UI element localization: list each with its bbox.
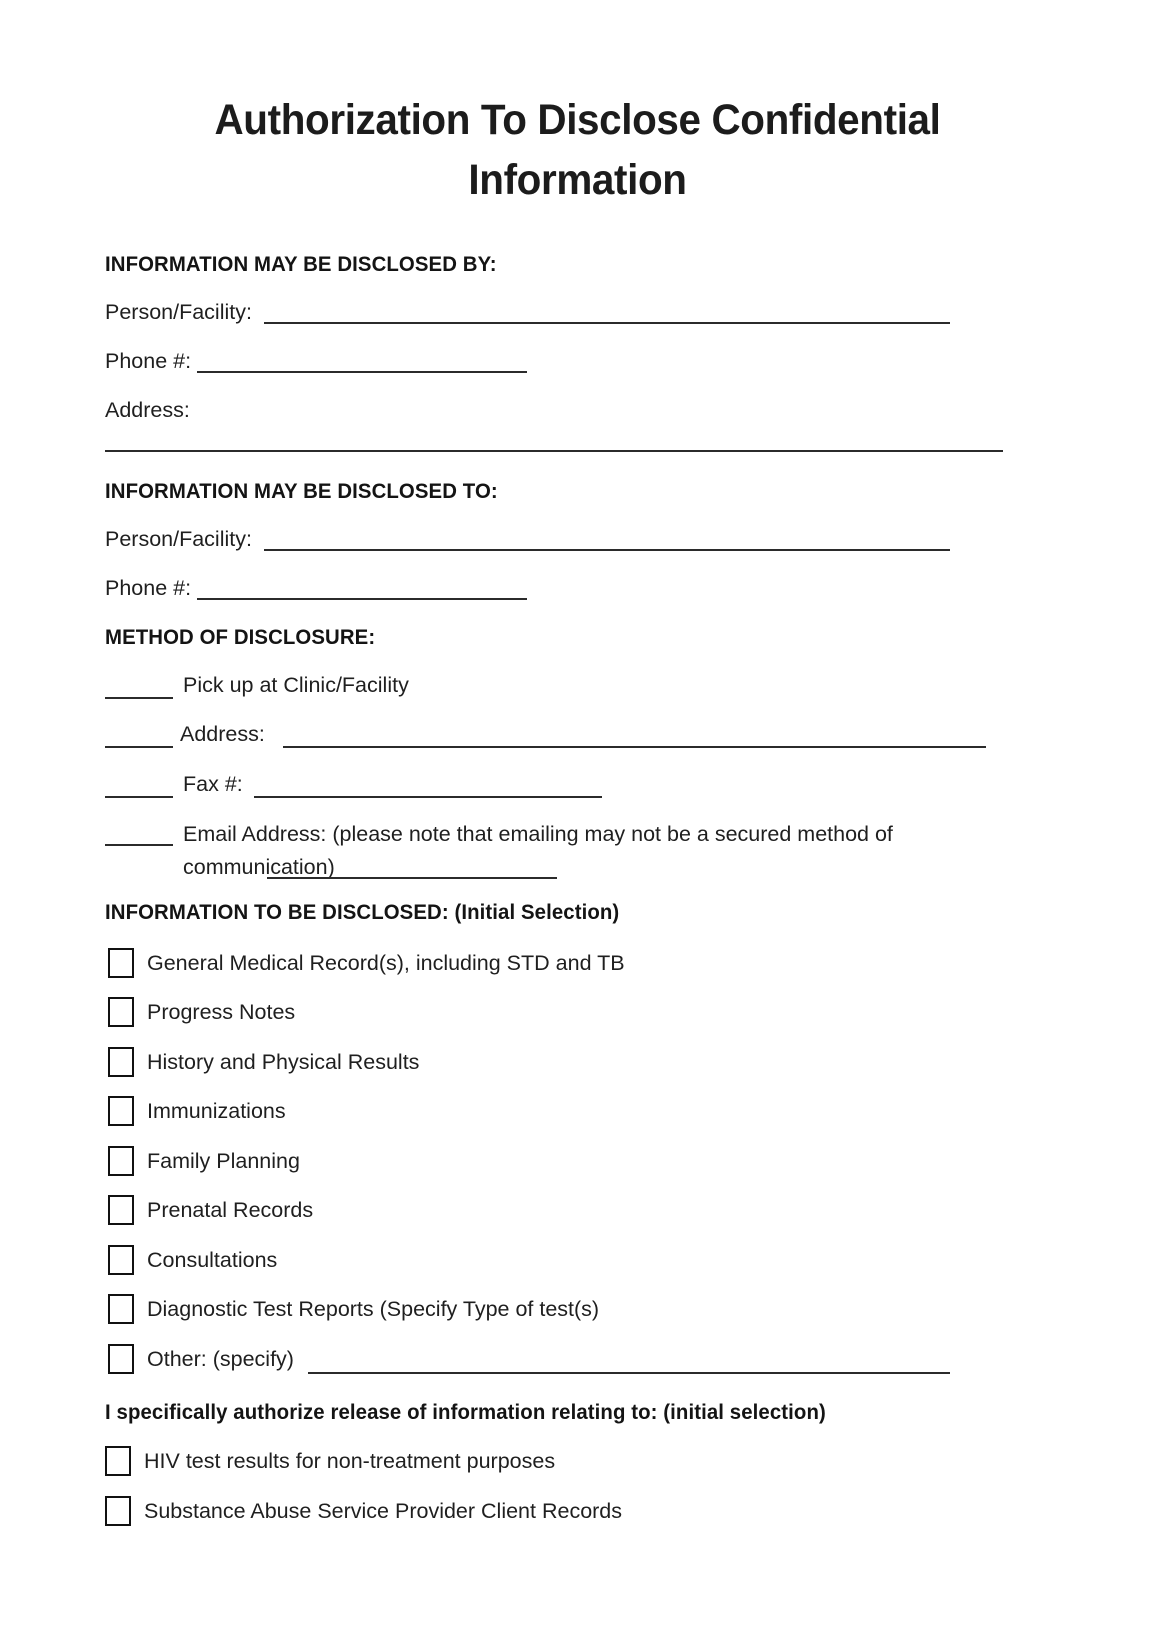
checkbox-label-immunizations: Immunizations (147, 1099, 286, 1123)
checkbox-family-planning[interactable] (108, 1146, 134, 1176)
input-line-disclosed-by-address[interactable] (105, 450, 1003, 452)
input-line-method-address[interactable] (283, 746, 986, 748)
input-line-disclosed-to-person-facility[interactable] (264, 549, 950, 551)
checkbox-row-prenatal-records[interactable] (108, 1193, 313, 1227)
label-method-email: Email Address: (please note that emailing may not be a secured method of communication) (183, 822, 893, 879)
checkbox-label-progress-notes: Progress Notes (147, 1000, 296, 1024)
checkbox-progress-notes[interactable] (108, 997, 134, 1027)
page-title-line-1: Authorization To Disclose Confidential (214, 96, 941, 144)
initial-blank-pickup[interactable] (105, 697, 173, 699)
checkbox-prenatal-records[interactable] (108, 1195, 134, 1225)
checkbox-row-hiv-test-results[interactable] (105, 1444, 555, 1478)
input-line-method-fax[interactable] (254, 796, 602, 798)
checkbox-label-general-medical-records: General Medical Record(s), including STD and TB (147, 951, 625, 975)
checkbox-hiv-test-results[interactable] (105, 1446, 131, 1476)
checkbox-row-progress-notes[interactable] (108, 995, 295, 1029)
checkbox-label-family-planning: Family Planning (147, 1149, 300, 1173)
input-line-disclosed-by-person-facility[interactable] (264, 322, 950, 324)
initial-blank-email[interactable] (105, 844, 173, 846)
checkbox-label-other-specify: Other: (specify) (147, 1347, 294, 1371)
input-line-method-email[interactable] (267, 877, 557, 879)
label-method-address: Address: (180, 722, 265, 746)
label-method-fax: Fax #: (183, 772, 243, 796)
checkbox-row-family-planning[interactable] (108, 1144, 300, 1178)
checkbox-row-other-specify[interactable] (108, 1342, 294, 1376)
checkbox-row-general-medical-records[interactable] (108, 946, 625, 980)
section-heading-disclosed-to: INFORMATION MAY BE DISCLOSED TO: (105, 480, 498, 503)
checkbox-label-history-and-physical-results: History and Physical Results (147, 1050, 420, 1074)
checkbox-immunizations[interactable] (108, 1096, 134, 1126)
checkbox-label-consultations: Consultations (147, 1248, 278, 1272)
checkbox-substance-abuse-records[interactable] (105, 1496, 131, 1526)
checkbox-row-history-and-physical-results[interactable] (108, 1045, 419, 1079)
checkbox-history-and-physical-results[interactable] (108, 1047, 134, 1077)
checkbox-row-immunizations[interactable] (108, 1094, 286, 1128)
section-heading-disclosed-by: INFORMATION MAY BE DISCLOSED BY: (105, 253, 497, 276)
checkbox-general-medical-records[interactable] (108, 948, 134, 978)
label-disclosed-to-person-facility: Person/Facility: (105, 527, 252, 551)
section-heading-method-of-disclosure: METHOD OF DISCLOSURE: (105, 626, 376, 649)
section-heading-specific-authorization: I specifically authorize release of information relating to: (initial selection) (105, 1401, 826, 1424)
checkbox-label-hiv-test-results: HIV test results for non-treatment purposes (144, 1449, 556, 1473)
page-title (133, 90, 1021, 210)
checkbox-row-substance-abuse-records[interactable] (105, 1494, 622, 1528)
page-title-line-2: Information (468, 156, 687, 204)
initial-blank-fax[interactable] (105, 796, 173, 798)
label-method-pickup: Pick up at Clinic/Facility (183, 673, 409, 697)
input-line-disclosed-by-phone[interactable] (197, 371, 527, 373)
label-disclosed-by-phone: Phone #: (105, 349, 192, 373)
checkbox-other-specify[interactable] (108, 1344, 134, 1374)
checkbox-consultations[interactable] (108, 1245, 134, 1275)
section-heading-information-to-be-disclosed: INFORMATION TO BE DISCLOSED: (Initial Selection) (105, 901, 620, 924)
checkbox-label-diagnostic-test-reports: Diagnostic Test Reports (Specify Type of test(s) (147, 1297, 600, 1321)
checkbox-label-prenatal-records: Prenatal Records (147, 1198, 314, 1222)
label-disclosed-to-phone: Phone #: (105, 576, 192, 600)
input-line-disclosed-to-phone[interactable] (197, 598, 527, 600)
initial-blank-address[interactable] (105, 746, 173, 748)
label-disclosed-by-address: Address: (105, 398, 190, 422)
checkbox-row-diagnostic-test-reports[interactable] (108, 1292, 599, 1326)
input-line-other-specify[interactable] (308, 1372, 950, 1374)
label-disclosed-by-person-facility: Person/Facility: (105, 300, 252, 324)
checkbox-row-consultations[interactable] (108, 1243, 277, 1277)
checkbox-label-substance-abuse-records: Substance Abuse Service Provider Client Records (144, 1499, 623, 1523)
checkbox-diagnostic-test-reports[interactable] (108, 1294, 134, 1324)
